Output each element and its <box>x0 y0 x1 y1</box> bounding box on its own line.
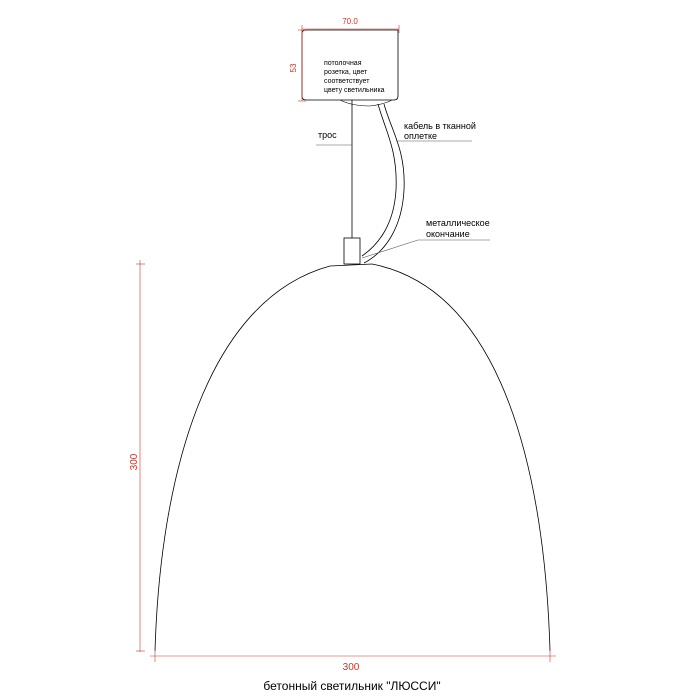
rosette-note-line-2: розетка, цвет <box>324 69 368 76</box>
metal-end-label-line-1: металлическое <box>426 218 490 228</box>
rosette-height-label: 53 <box>289 63 298 73</box>
width-dimension-label: 300 <box>342 662 360 673</box>
rosette-width-dimension <box>302 25 399 33</box>
drawing-caption: бетонный светильник "ЛЮССИ" <box>263 679 441 693</box>
rosette-note-line-1: потолочная <box>324 60 362 67</box>
rosette-height-dimension <box>298 30 306 101</box>
rope-label: трос <box>318 130 337 140</box>
fabric-cable-outer <box>362 104 396 256</box>
fabric-cable-inner <box>364 104 404 263</box>
metal-end-cap <box>344 238 360 264</box>
fabric-cable-label-line-1: кабель в тканной <box>404 121 476 131</box>
rosette-note-line-3: соответствует <box>324 78 370 85</box>
width-dimension <box>150 650 556 662</box>
lamp-shade <box>155 264 550 651</box>
metal-end-label-line-2: окончание <box>426 229 470 239</box>
height-dimension-label: 300 <box>129 453 140 471</box>
rosette-width-label: 70.0 <box>342 17 358 26</box>
rosette-note-line-4: цвету светильника <box>324 87 385 94</box>
fabric-cable-label-line-2: оплетке <box>404 131 438 141</box>
